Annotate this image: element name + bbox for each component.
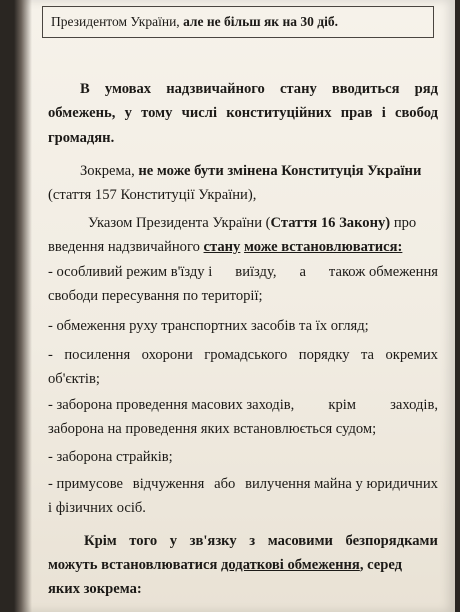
quote-bold: але не більш як на 30 діб.	[183, 14, 338, 29]
para1-line2: обмежень, у тому числі конституційних прав і свобод	[48, 105, 438, 121]
list-item-1-line1: - особливий режим в'їзду і виїзду, а також обмеження	[48, 264, 438, 280]
para3-line2: введення надзвичайного стану може встановлюватися:	[48, 239, 403, 255]
list-item-1-line2: свободи пересування по території;	[48, 288, 263, 304]
list-item-4-line1: - заборона проведення масових заходів, крім заходів,	[48, 397, 438, 413]
quote-text: Президентом України,	[51, 14, 184, 29]
list-item-5: - заборона страйків;	[48, 449, 173, 465]
list-item-6-line1: - примусове відчуження або вилучення майна у юридичних	[48, 476, 438, 492]
para4-line3: яких зокрема:	[48, 581, 142, 597]
list-item-4-line2: заборона на проведення яких встановлюється судом;	[48, 421, 377, 437]
list-item-3-line1: - посилення охорони громадського порядку та окремих	[48, 347, 438, 363]
para4-line1: Крім того у зв'язку з масовими безпорядками	[84, 533, 438, 549]
list-item-2: - обмеження руху транспортних засобів та їх огляд;	[48, 318, 369, 334]
list-item-3-line2: об'єктів;	[48, 371, 100, 387]
quote-box	[42, 6, 434, 38]
para4-line2: можуть встановлюватися додаткові обмеження, серед	[48, 557, 403, 573]
para1-line3: громадян.	[48, 130, 115, 146]
para1-line1: В умовах надзвичайного стану вводиться ряд	[80, 81, 438, 97]
page-shadow	[14, 0, 32, 612]
list-item-6-line2: і фізичних осіб.	[48, 500, 146, 516]
para2-line2: (стаття 157 Конституції України),	[48, 187, 257, 203]
para2-line1: Зокрема, не може бути змінена Конституція України	[80, 163, 422, 179]
para3-line1: Указом Президента України (Стаття 16 Закону) про	[88, 215, 417, 231]
